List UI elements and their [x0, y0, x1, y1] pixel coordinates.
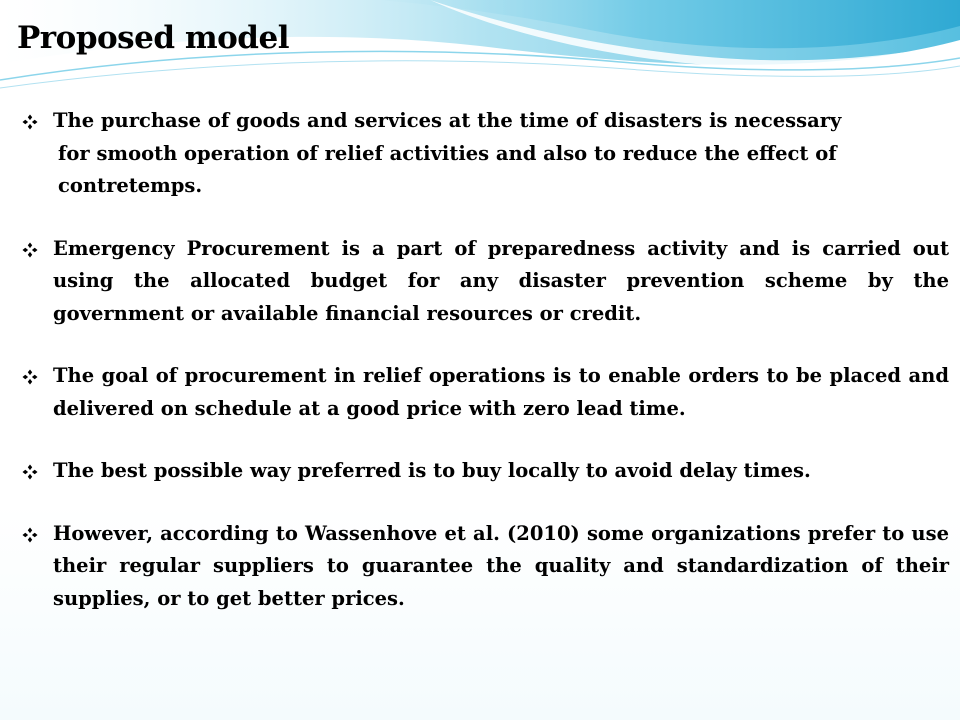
bullet-item-1 [22, 105, 949, 203]
bullet-3-text: The goal of procurement in relief operations is to enable orders to be placed and delivered on schedule at a good price with zero lead time. [53, 364, 949, 420]
bullet-item-4 [22, 455, 949, 488]
bullet-4-text: The best possible way preferred is to buy locally to avoid delay times. [53, 459, 811, 482]
slide-title: Proposed model [17, 20, 289, 56]
bullet-item-5 [22, 518, 949, 616]
four-diamond-star-icon [22, 527, 38, 543]
bullet-1-line-3: contretemps. [58, 174, 203, 197]
bullet-list [22, 105, 949, 645]
four-diamond-star-icon [22, 114, 38, 130]
bullet-5-text: However, according to Wassenhove et al. (2010) some organizations prefer to use their regular suppliers to guarantee the quality and standardization of their supplies, or to get better prices. [53, 521, 949, 610]
bullet-item-3 [22, 360, 949, 425]
four-diamond-star-icon [22, 242, 38, 258]
bullet-1-line-2: for smooth operation of relief activities and also to reduce the effect of [58, 141, 837, 165]
bullet-1-line-1: The purchase of goods and services at the time of disasters is necessary [53, 109, 842, 132]
four-diamond-star-icon [22, 464, 38, 480]
bullet-item-2 [22, 233, 949, 331]
four-diamond-star-icon [22, 369, 38, 385]
bullet-2-text: Emergency Procurement is a part of preparedness activity and is carried out using the allocated budget for any disaster prevention scheme by the government or available financial resources or credit. [53, 236, 949, 325]
